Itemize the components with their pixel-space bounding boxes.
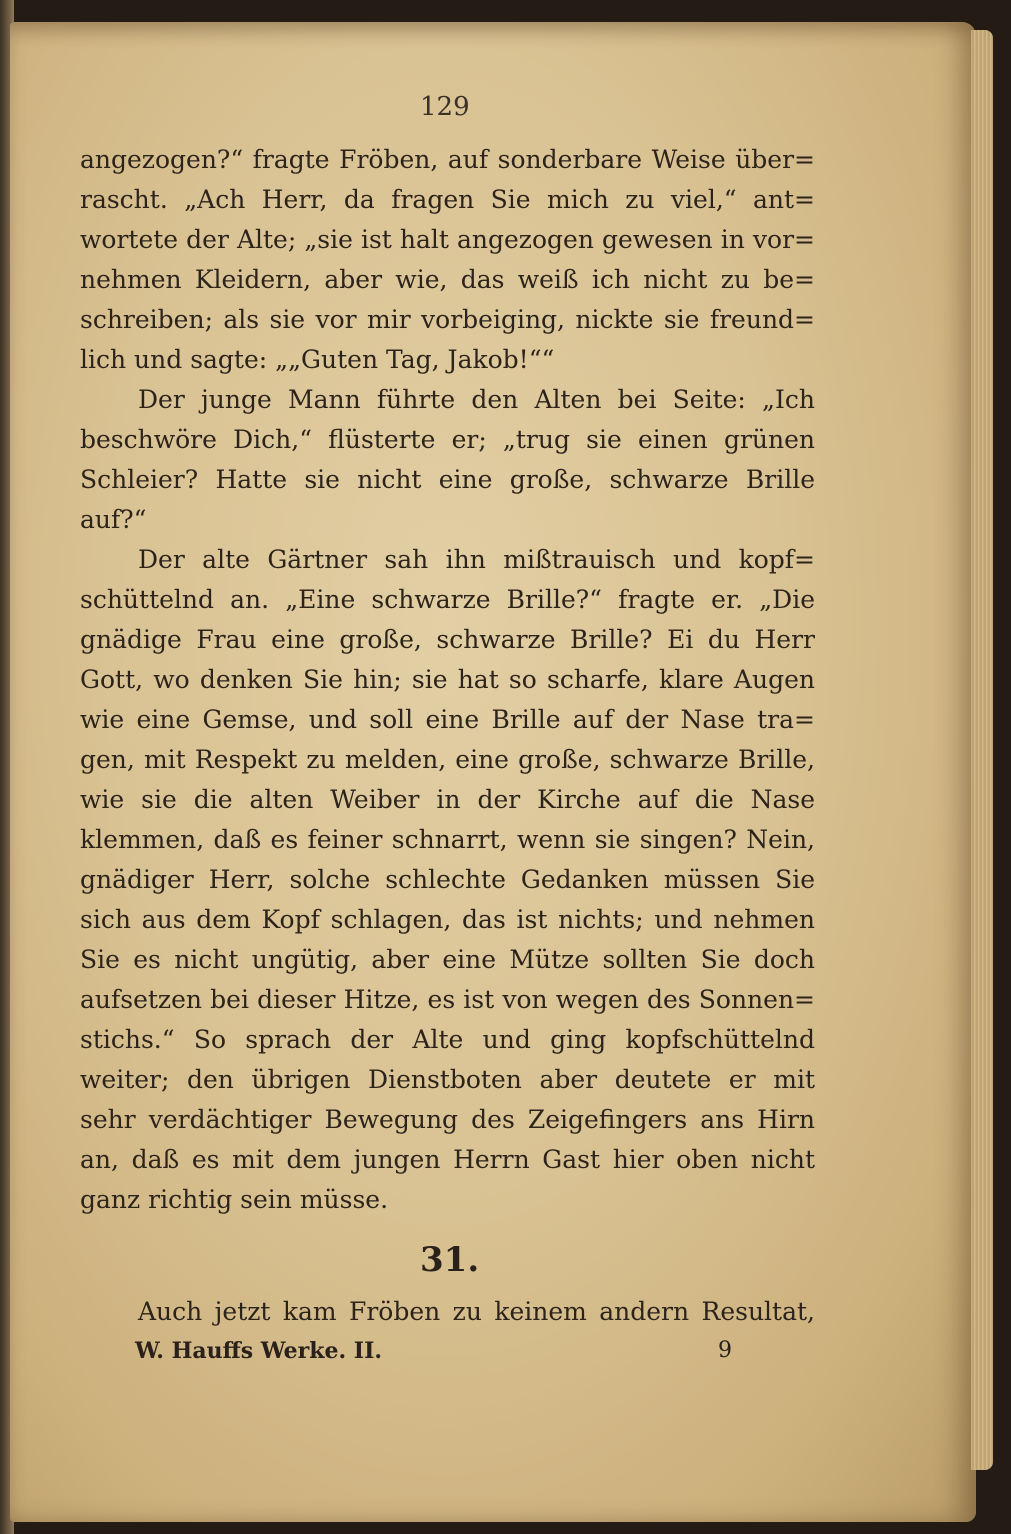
text-line: Auch jetzt kam Fröben zu keinem andern Resultat, bbox=[138, 1297, 815, 1326]
text-line: gnädige Frau eine große, schwarze Brille? Ei du Herr bbox=[80, 625, 815, 654]
text-line: angezogen?“ fragte Fröben, auf sonderbare Weise über= bbox=[80, 145, 815, 174]
text-line: sehr verdächtiger Bewegung des Zeigefingers ans Hirn bbox=[80, 1105, 815, 1134]
text-line: schüttelnd an. „Eine schwarze Brille?“ fragte er. „Die bbox=[80, 585, 815, 614]
text-line: Schleier? Hatte sie nicht eine große, schwarze Brille bbox=[80, 465, 815, 494]
text-line: wortete der Alte; „sie ist halt angezogen gewesen in vor= bbox=[80, 225, 815, 254]
text-line: rascht. „Ach Herr, da fragen Sie mich zu viel,“ ant= bbox=[80, 185, 815, 214]
text-line: auf?“ bbox=[80, 505, 147, 534]
text-line: Gott, wo denken Sie hin; sie hat so scharfe, klare Augen bbox=[80, 665, 815, 694]
text-line: klemmen, daß es feiner schnarrt, wenn sie singen? Nein, bbox=[80, 825, 815, 854]
text-line: aufsetzen bei dieser Hitze, es ist von wegen des Sonnen= bbox=[80, 985, 815, 1014]
text-line: beschwöre Dich,“ flüsterte er; „trug sie einen grünen bbox=[80, 425, 815, 454]
text-line: gnädiger Herr, solche schlechte Gedanken müssen Sie bbox=[80, 865, 815, 894]
text-line: wie sie die alten Weiber in der Kirche auf die Nase bbox=[80, 785, 815, 814]
text-line: lich und sagte: „„Guten Tag, Jakob!““ bbox=[80, 345, 555, 374]
page-stack-edge bbox=[971, 30, 993, 1470]
text-line: Der alte Gärtner sah ihn mißtrauisch und kopf= bbox=[138, 545, 815, 574]
text-line: stichs.“ So sprach der Alte und ging kopfschüttelnd bbox=[80, 1025, 815, 1054]
text-line: nehmen Kleidern, aber wie, das weiß ich nicht zu be= bbox=[80, 265, 815, 294]
text-line: sich aus dem Kopf schlagen, das ist nichts; und nehmen bbox=[80, 905, 815, 934]
text-line: gen, mit Respekt zu melden, eine große, schwarze Brille, bbox=[80, 745, 815, 774]
sheet-number: 9 bbox=[718, 1338, 732, 1363]
section-number: 31. bbox=[420, 1240, 480, 1280]
body-text bbox=[80, 140, 815, 1220]
text-line: ganz richtig sein müsse. bbox=[80, 1185, 389, 1214]
page-number: 129 bbox=[420, 92, 470, 122]
text-line: Der junge Mann führte den Alten bei Seite: „Ich bbox=[138, 385, 815, 414]
text-line: wie eine Gemse, und soll eine Brille auf der Nase tra= bbox=[80, 705, 815, 734]
section-text bbox=[80, 1292, 815, 1332]
text-line: an, daß es mit dem jungen Herrn Gast hier oben nicht bbox=[80, 1145, 815, 1174]
signature-line: W. Hauffs Werke. II. bbox=[135, 1338, 383, 1364]
text-line: weiter; den übrigen Dienstboten aber deutete er mit bbox=[80, 1065, 815, 1094]
text-line: schreiben; als sie vor mir vorbeiging, nickte sie freund= bbox=[80, 305, 815, 334]
text-line: Sie es nicht ungütig, aber eine Mütze sollten Sie doch bbox=[80, 945, 815, 974]
